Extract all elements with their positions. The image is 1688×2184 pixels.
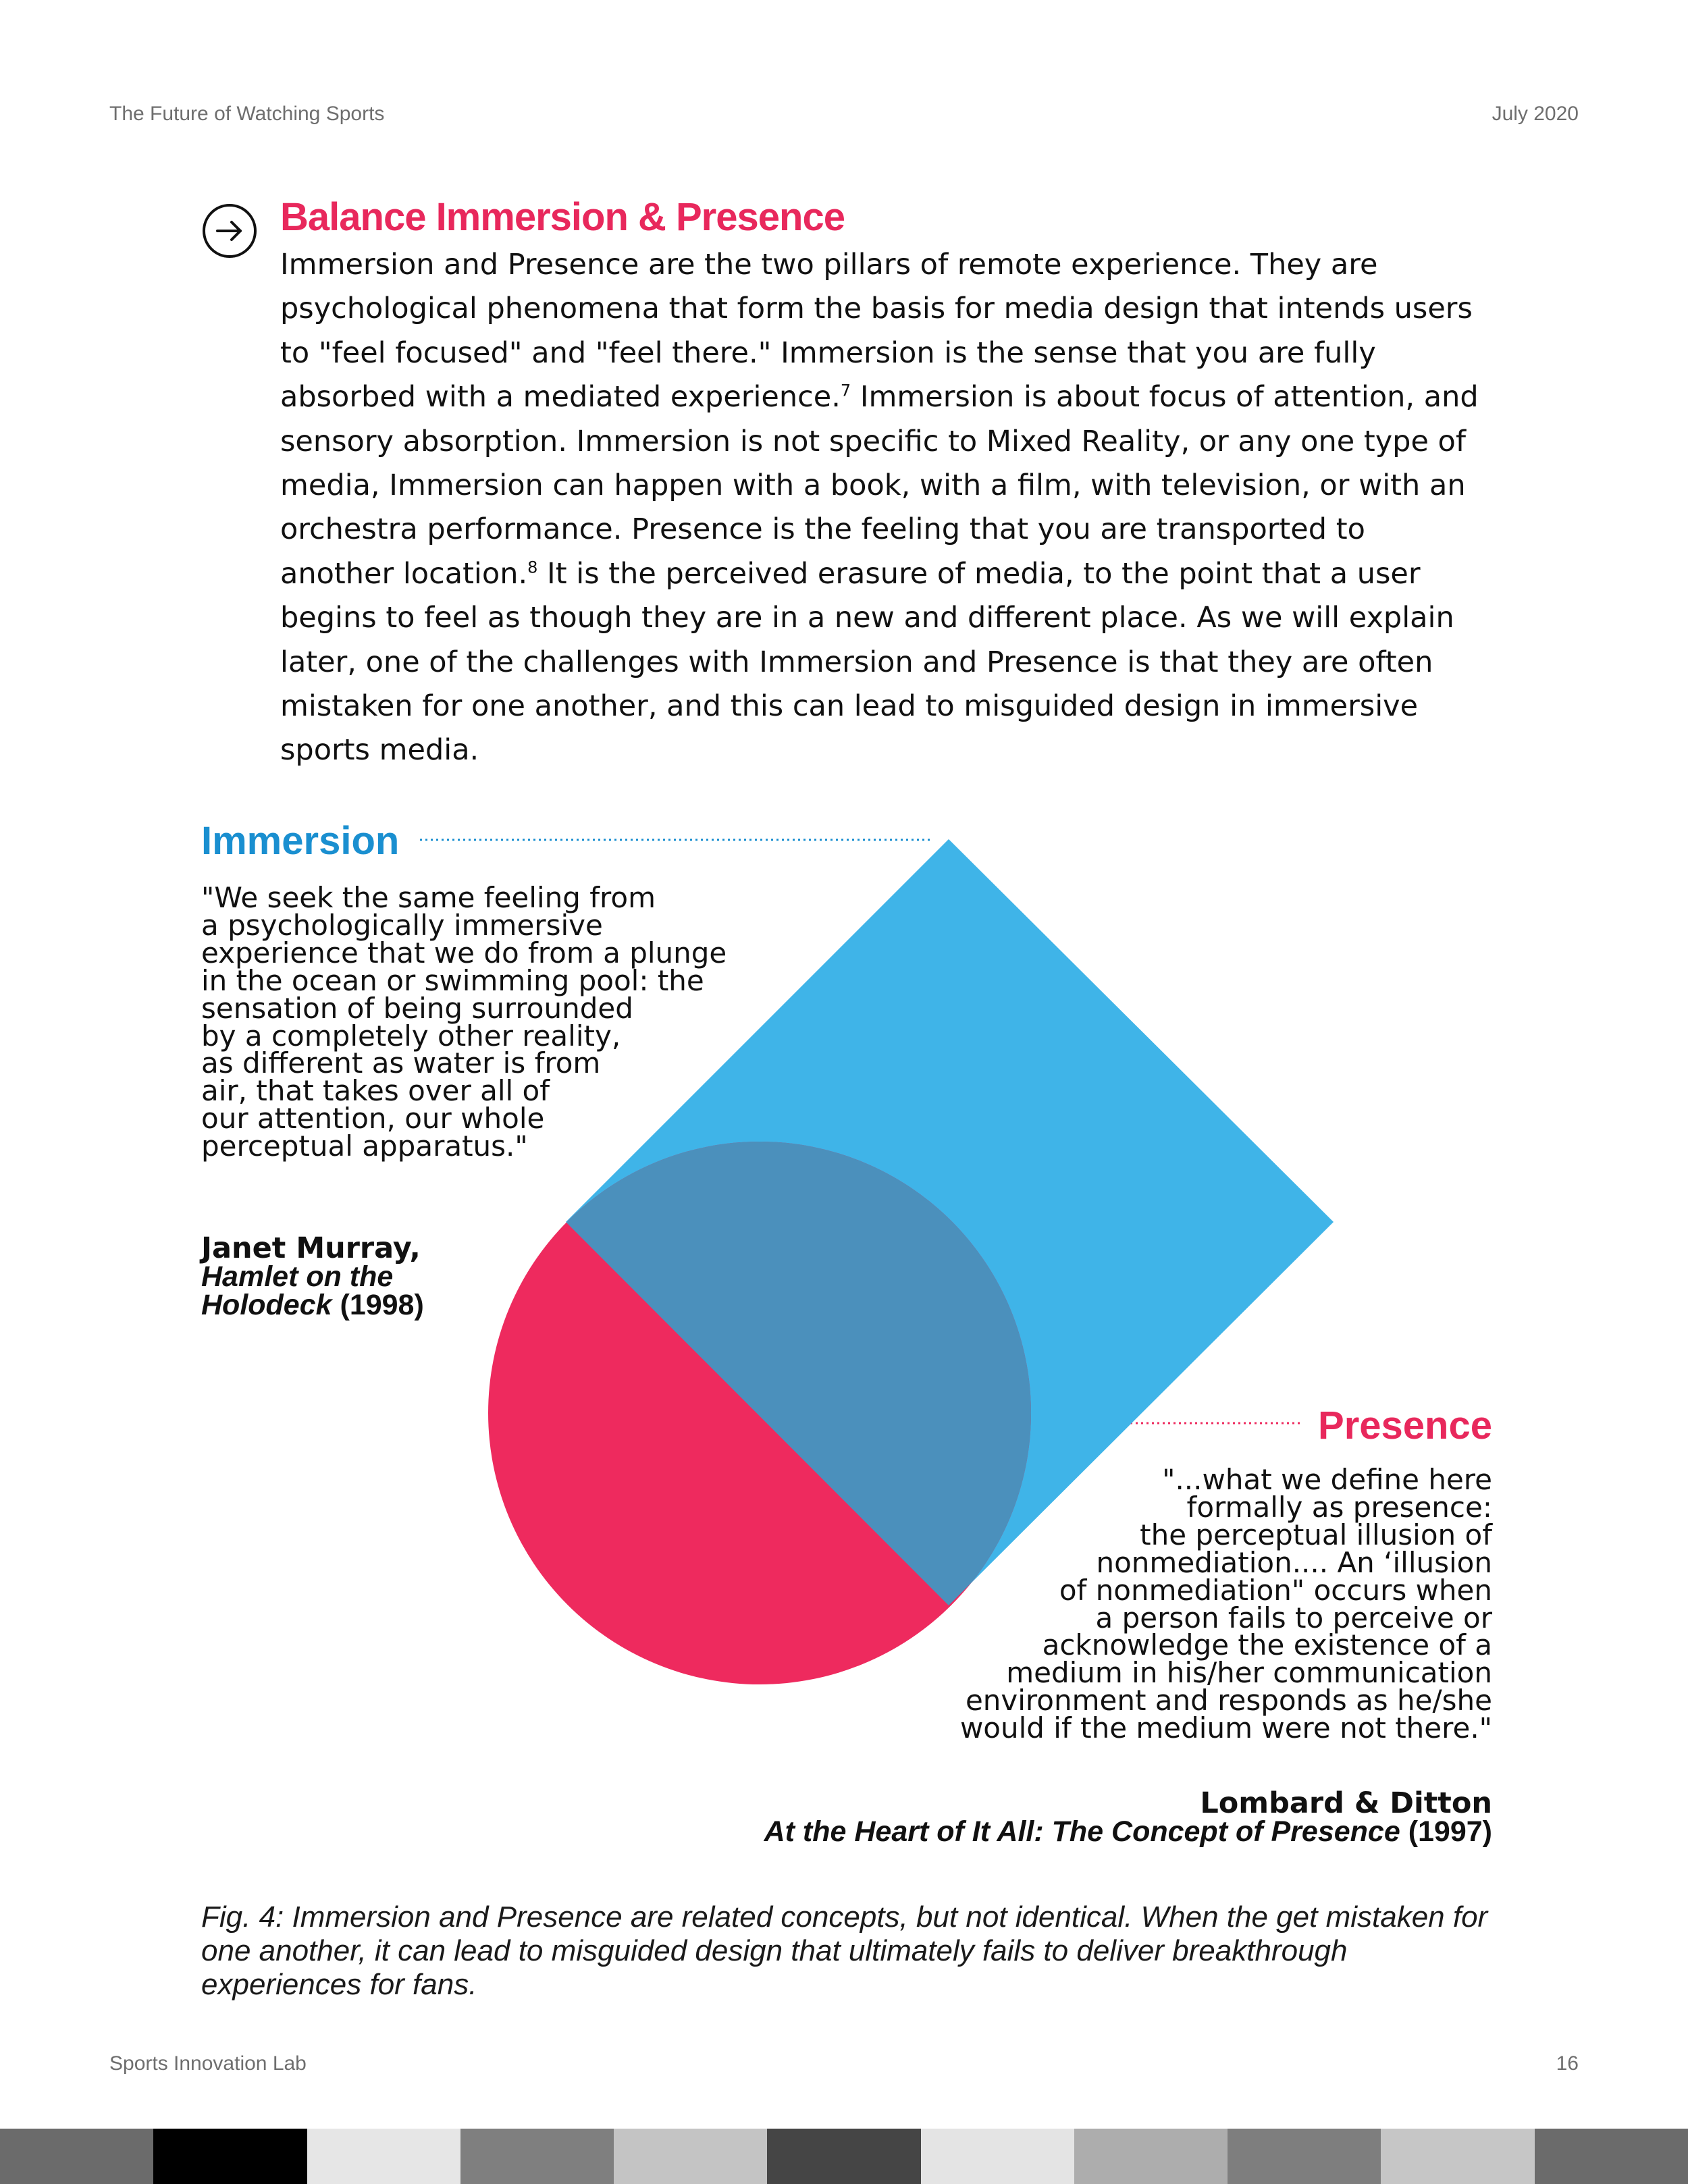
quote-line: air, that takes over all of [201,1074,550,1108]
body-text-part-2: Immersion is about focus of attention, and sensory absorption. Immersion is not specific to Mixed Reality, or any one type of media, Immersion can happen with a book, with a film, with television, or with an orchestra performance. Presence is the feeling that you are transported to another location. [280,380,1479,591]
color-swatch [921,2129,1074,2184]
quote-line: in the ocean or swimming pool: the [201,963,704,997]
color-swatch [1381,2129,1534,2184]
color-calibration-bar [0,2129,1688,2184]
immersion-author: Janet Murray, [201,1231,421,1265]
color-swatch [1535,2129,1688,2184]
immersion-label: Immersion [201,819,400,863]
color-swatch [153,2129,307,2184]
quote-line: as different as water is from [201,1046,601,1080]
body-text-part-3: It is the perceived erasure of media, to the point that a user begins to feel as though they are in a new and different place. As we will explain later, one of the challenges with Immersion and Presence is that they are often mistaken for one another, and this can lead to misguided design in immersive sports media. [280,556,1454,768]
presence-author: Lombard & Ditton [1200,1786,1492,1820]
presence-label: Presence [1318,1404,1492,1447]
footer-org: Sports Innovation Lab [109,2052,307,2075]
quote-line: perceptual apparatus." [201,1129,528,1163]
presence-year: (1997) [1400,1815,1492,1848]
color-swatch [1228,2129,1381,2184]
color-swatch [307,2129,460,2184]
page-number: 16 [1556,2052,1579,2075]
quote-line: would if the medium were not there." [959,1711,1492,1745]
immersion-work-line-2: Holodeck [201,1289,332,1321]
quote-line: medium in his/her communication [1006,1656,1492,1690]
quote-line: formally as presence: [1186,1490,1492,1524]
section-title: Balance Immersion & Presence [280,195,845,239]
immersion-quote [201,881,809,1163]
quote-line: acknowledge the existence of a [1042,1628,1492,1662]
quote-line: "...what we define here [1162,1463,1492,1496]
footnote-ref-8[interactable]: 8 [527,558,538,577]
quote-line: a person fails to perceive or [1095,1601,1492,1634]
quote-line: the perceptual illusion of [1140,1518,1492,1551]
quote-line: of nonmediation" occurs when [1059,1573,1492,1607]
running-header-date: July 2020 [1492,103,1579,125]
body-paragraph [280,243,1482,773]
immersion-attribution [201,1231,579,1321]
arrow-right-circle-icon [201,203,258,259]
footnote-ref-7[interactable]: 7 [840,381,851,400]
presence-attribution [547,1786,1492,1848]
quote-line: environment and responds as he/she [965,1684,1492,1717]
color-swatch [460,2129,614,2184]
quote-line: by a completely other reality, [201,1019,621,1053]
color-swatch [1074,2129,1228,2184]
body-text-part-1: Immersion and Presence are the two pillars of remote experience. They are psychological phenomena that form the basis for media design that intends users to "feel focused" and "feel there." Immersion is the sense that you are fully absorbed with a mediated experience. [280,248,1473,415]
presence-work: At the Heart of It All: The Concept of Presence [764,1815,1400,1848]
quote-line: experience that we do from a plunge [201,936,727,969]
running-header-title: The Future of Watching Sports [109,103,385,125]
color-swatch [767,2129,920,2184]
quote-line: "We seek the same feeling from [201,881,656,914]
color-swatch [614,2129,767,2184]
immersion-year: (1998) [332,1289,424,1321]
quote-line: nonmediation.... An ‘illusion [1096,1545,1492,1579]
figure-caption: Fig. 4: Immersion and Presence are related concepts, but not identical. When the get mistaken for one another, it can lead to misguided design that ultimately fails to deliver breakthrough experiences for fans. [201,1900,1488,2001]
color-swatch [0,2129,153,2184]
immersion-work-line-1: Hamlet on the [201,1260,394,1293]
quote-line: our attention, our whole [201,1102,545,1136]
quote-line: sensation of being surrounded [201,991,633,1025]
quote-line: a psychologically immersive [201,908,603,942]
presence-quote [817,1463,1492,1745]
